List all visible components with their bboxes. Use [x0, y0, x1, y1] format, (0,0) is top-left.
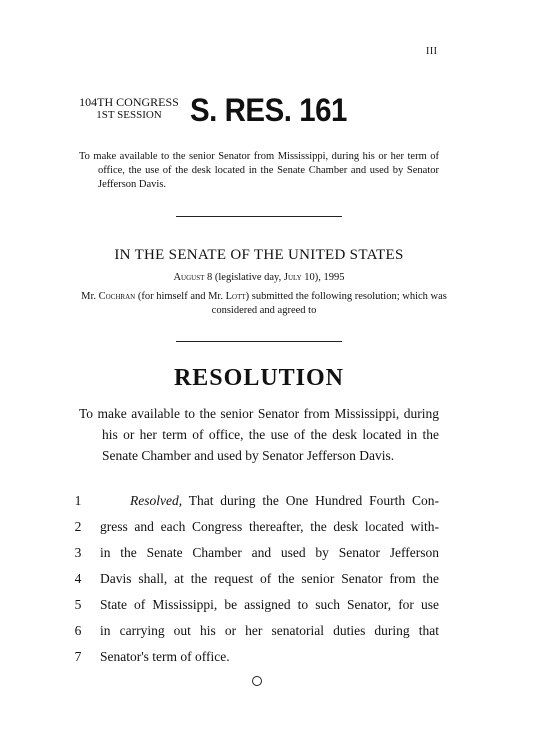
action-date-month: August: [173, 272, 205, 283]
action-date-day: 8 (legislative day,: [204, 272, 284, 283]
end-of-document-mark: [252, 676, 262, 686]
divider-rule: [176, 341, 342, 342]
sponsor-suffix: ) submitted the following resolution; which was considered and agreed to: [211, 291, 447, 316]
body-line: [70, 540, 450, 566]
line-text: in carrying out his or her senatorial duties during that: [100, 623, 439, 638]
sponsor-prefix: Mr.: [81, 291, 99, 302]
line-text: Senator's term of office.: [100, 649, 230, 664]
line-number: 5: [74, 597, 82, 612]
congress-session-block: [79, 96, 179, 122]
bill-number: S. RES. 161: [190, 92, 347, 128]
line-number: 6: [74, 623, 82, 638]
chamber-heading: IN THE SENATE OF THE UNITED STATES: [114, 247, 404, 263]
line-number: 1: [74, 493, 82, 508]
resolved-word: Resolved,: [130, 493, 183, 508]
action-date-leg-month: July: [283, 272, 302, 283]
action-date: [79, 272, 439, 283]
long-title: To make available to the senior Senator from Mississippi, during his or her term of office, the use of the desk located in the Senate Chamber and used by Senator Jefferson Davis.: [79, 406, 439, 463]
line-text: State of Mississippi, be assigned to such Senator, for use: [100, 597, 439, 612]
divider-rule: [176, 216, 342, 217]
line-number: 4: [74, 571, 82, 586]
action-date-rest: 10), 1995: [301, 272, 345, 283]
line-number: 3: [74, 545, 82, 560]
line-number: 7: [74, 649, 82, 664]
sponsor-name: Cochran: [98, 291, 136, 302]
line-text-rest: That during the One Hundred Fourth Con-: [182, 493, 439, 508]
line-text: in the Senate Chamber and used by Senator Jefferson: [100, 545, 439, 560]
session-label: 1ST SESSION: [96, 109, 162, 121]
short-title: To make available to the senior Senator from Mississippi, during his or her term of office, the use of the desk located in the Senate Chamber and used by Senator Jefferson Davis.: [79, 151, 439, 190]
line-text: gress and each Congress thereafter, the desk located with-: [100, 519, 439, 534]
line-text: Davis shall, at the request of the senior Senator from the: [100, 571, 439, 586]
resolution-heading: RESOLUTION: [173, 365, 345, 391]
body-line: [70, 592, 450, 618]
sponsor-middle: (for himself and Mr.: [135, 291, 226, 302]
congress-label: 104TH CONGRESS: [79, 95, 179, 109]
resolution-body: [70, 488, 450, 670]
body-line: [70, 488, 450, 514]
page-marker: III: [426, 46, 438, 57]
line-number: 2: [74, 519, 82, 534]
cosponsor-name: Lott: [225, 291, 246, 302]
line-text: [130, 488, 439, 514]
body-line: [70, 566, 450, 592]
sponsor-statement: [79, 290, 449, 318]
body-line: [70, 618, 450, 644]
body-line: [70, 644, 450, 670]
body-line: [70, 514, 450, 540]
